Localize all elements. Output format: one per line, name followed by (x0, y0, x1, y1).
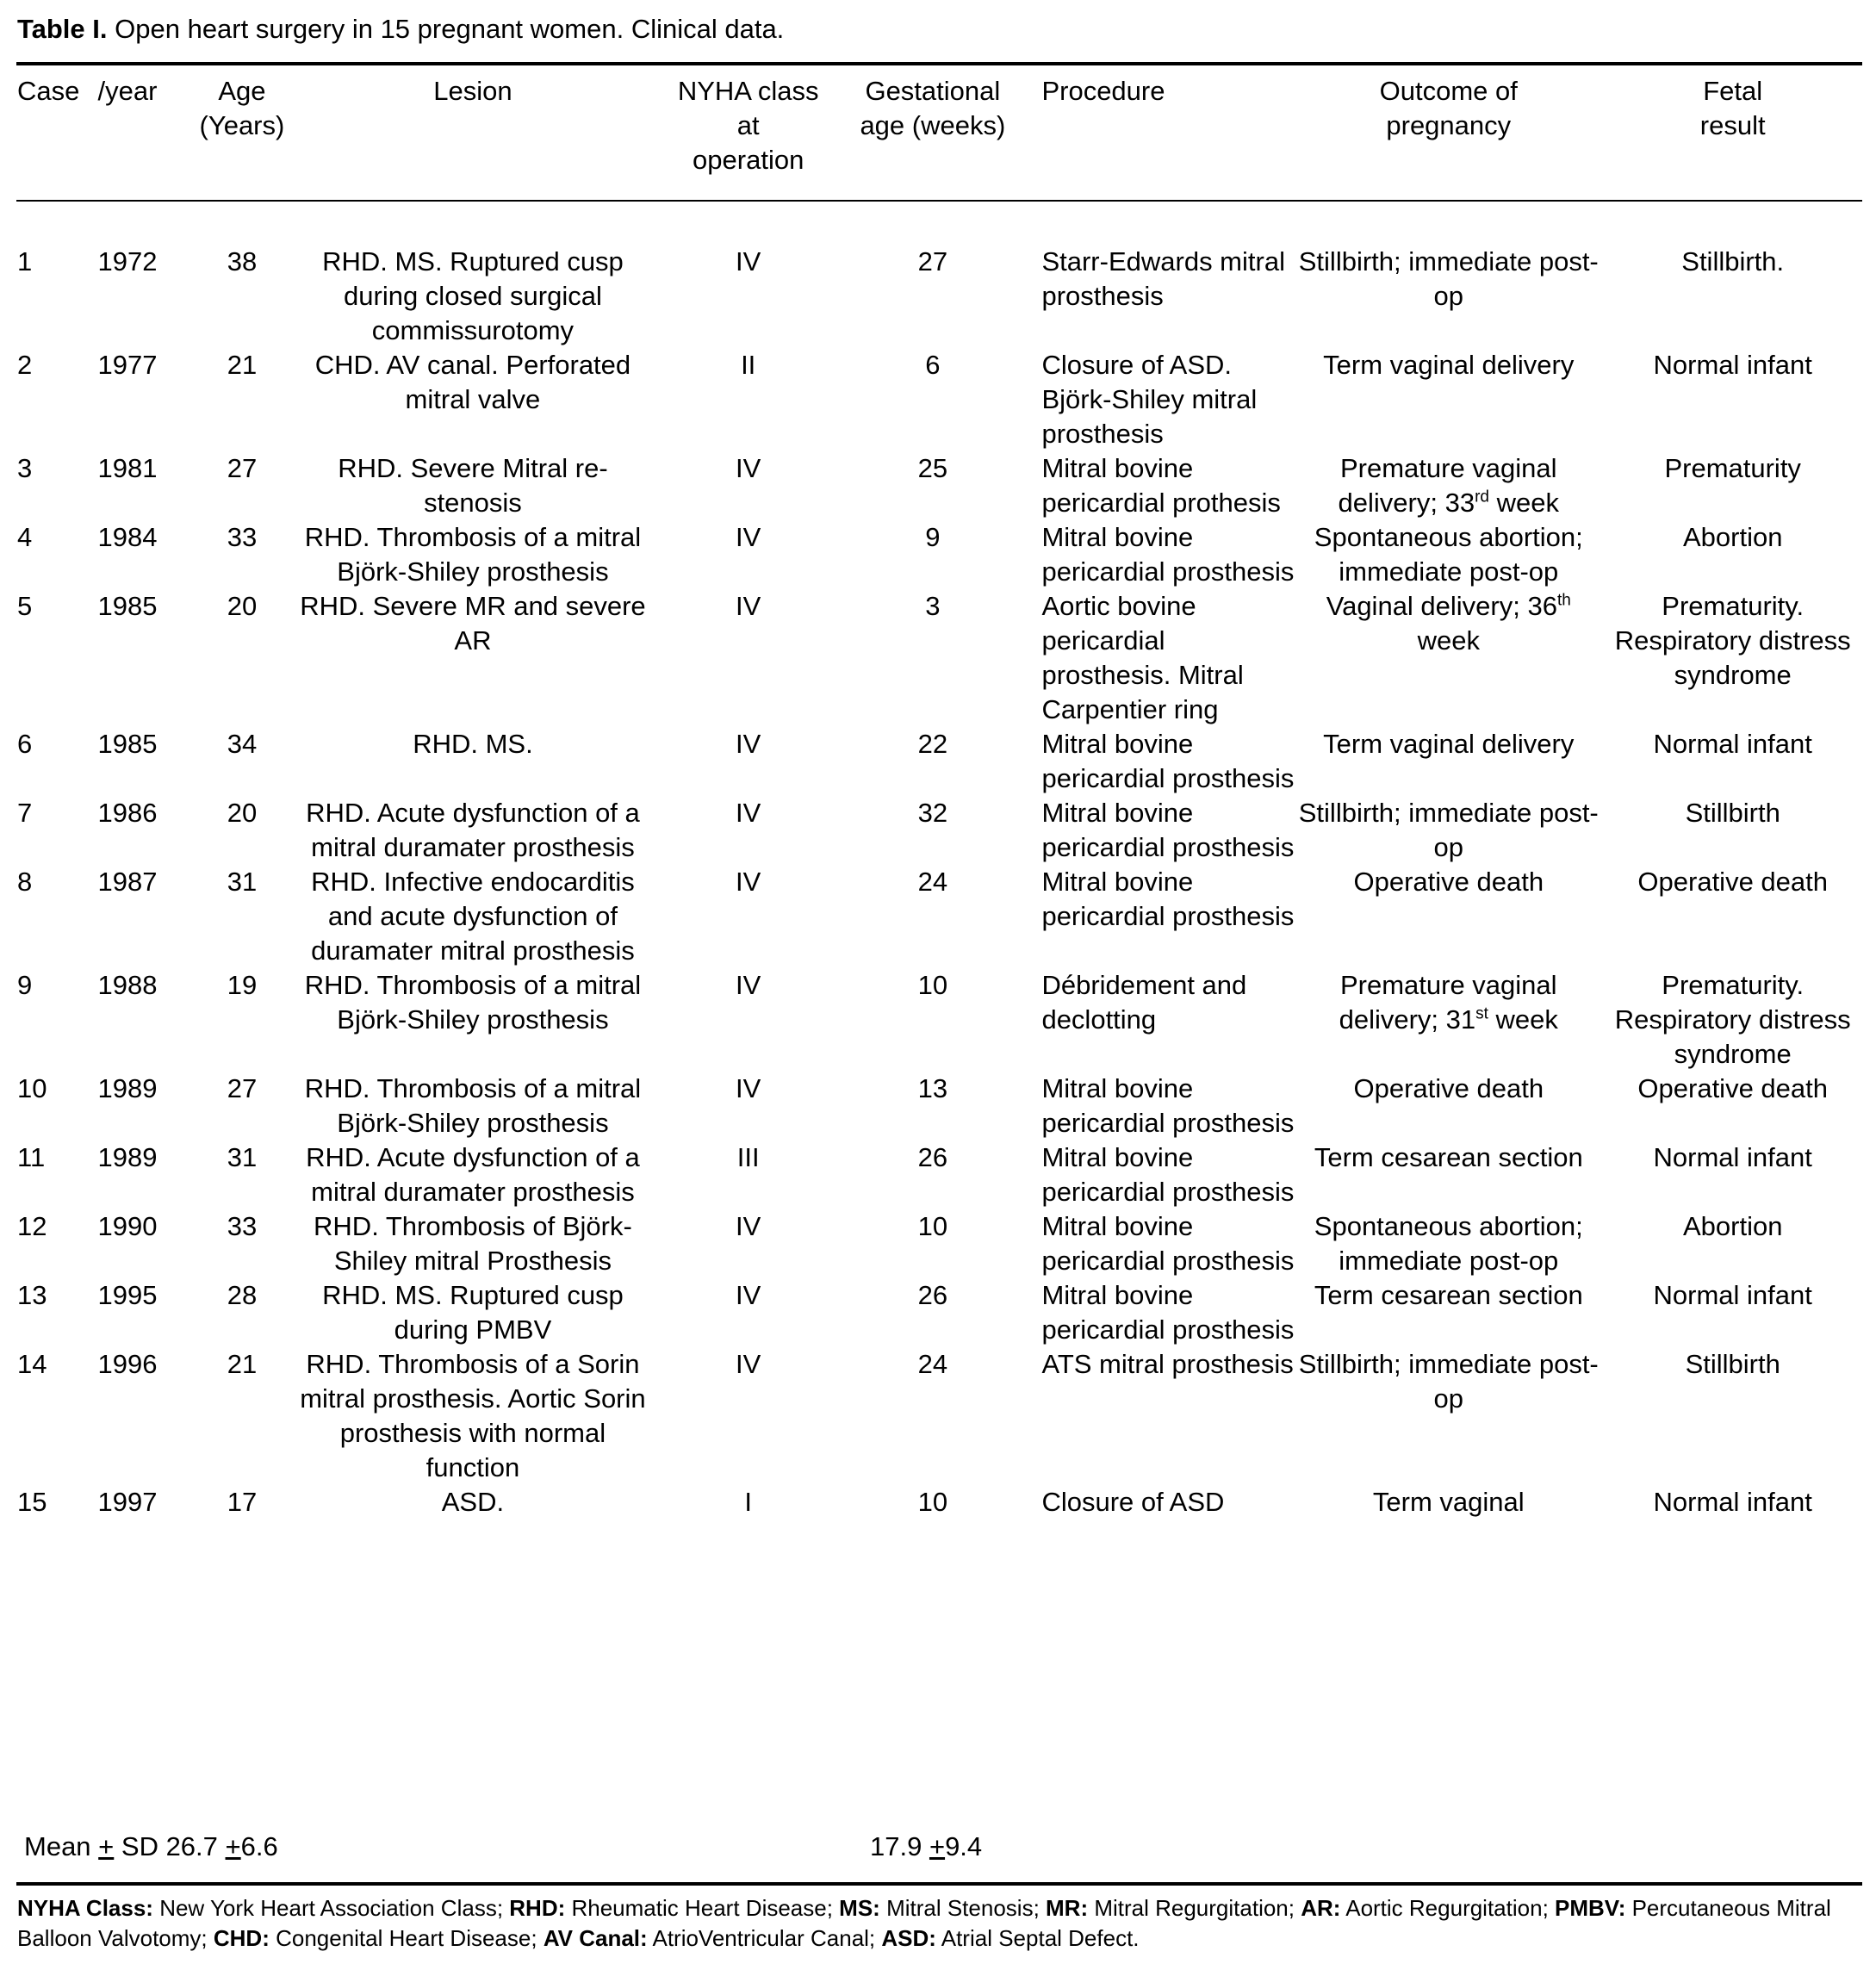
table-row (12, 796, 1864, 865)
cell-nyha: IV (736, 1211, 761, 1241)
abbreviation: RHD: (509, 1895, 566, 1921)
cell-nyha: IV (736, 1073, 761, 1103)
cell-year: 1986 (97, 798, 158, 828)
cell-nyha: IV (736, 591, 761, 621)
cell-age: 27 (227, 453, 258, 483)
cell-age: 28 (227, 1280, 258, 1310)
table-row (12, 865, 1864, 968)
cell-fetal-result: Stillbirth. (1681, 246, 1785, 277)
cell-age: 21 (227, 1349, 258, 1379)
cell-lesion: RHD. Thrombosis of a mitral Björk-Shiley prosthesis (304, 970, 642, 1035)
cell-procedure: Mitral bovine pericardial prosthesis (1041, 867, 1295, 931)
cell-outcome: Term cesarean section (1314, 1142, 1583, 1172)
cell-gestational-age: 26 (917, 1142, 948, 1172)
header-gestational-age: Gestational age (weeks) (860, 76, 1006, 140)
table-row (12, 589, 1864, 727)
table-row (12, 727, 1864, 796)
cell-lesion: RHD. Acute dysfunction of a mitral duramater prosthesis (306, 798, 640, 862)
cell-gestational-age: 26 (917, 1280, 948, 1310)
abbreviation-definition: Aortic Regurgitation; (1340, 1895, 1556, 1921)
abbreviation: MR: (1046, 1895, 1089, 1921)
cell-case: 3 (17, 453, 33, 483)
cell-year: 1972 (97, 246, 158, 277)
cell-gestational-age: 10 (917, 1211, 948, 1241)
header-year: /year (97, 76, 158, 106)
cell-case: 7 (17, 798, 33, 828)
cell-procedure: Closure of ASD. Björk-Shiley mitral prosthesis (1041, 350, 1258, 449)
table-title-text: Open heart surgery in 15 pregnant women. Clinical data. (107, 14, 785, 44)
cell-year: 1987 (97, 867, 158, 897)
cell-age: 38 (227, 246, 258, 277)
cell-fetal-result: Abortion (1682, 1211, 1783, 1241)
cell-lesion: ASD. (441, 1487, 505, 1517)
header-procedure: Procedure (1041, 76, 1165, 106)
cell-gestational-age: 9 (925, 522, 941, 552)
cell-procedure: Mitral bovine pericardial prothesis (1041, 453, 1281, 518)
cell-age: 31 (227, 867, 258, 897)
cell-case: 12 (17, 1211, 47, 1241)
bottom-rule (16, 1882, 1862, 1886)
cell-outcome: Spontaneous abortion; immediate post-op (1314, 1211, 1583, 1276)
cell-outcome: Term vaginal delivery (1323, 729, 1575, 759)
cell-nyha: II (741, 350, 756, 380)
table-caption (17, 12, 784, 47)
abbreviation: CHD: (213, 1925, 270, 1951)
abbreviation-definition: Rheumatic Heart Disease; (565, 1895, 840, 1921)
cell-procedure: Mitral bovine pericardial prosthesis (1041, 1211, 1295, 1276)
table-row (12, 1278, 1864, 1347)
abbreviation-definition: Mitral Regurgitation; (1088, 1895, 1301, 1921)
cell-case: 5 (17, 591, 33, 621)
abbreviation-definition: New York Heart Association Class; (152, 1895, 510, 1921)
abbreviation-definition: Percutaneous Mitral Balloon Valvotomy; (17, 1895, 1831, 1951)
cell-gestational-age: 3 (925, 591, 941, 621)
cell-nyha: I (744, 1487, 752, 1517)
cell-procedure: Mitral bovine pericardial prosthesis (1041, 1073, 1295, 1138)
cell-gestational-age: 25 (917, 453, 948, 483)
clinical-data-table (12, 74, 1864, 1519)
cell-nyha: III (736, 1142, 760, 1172)
cell-outcome: Vaginal delivery; 36th week (1326, 591, 1571, 656)
abbreviations-footnote (17, 1893, 1869, 1954)
table-row (12, 200, 1864, 348)
cell-lesion: RHD. MS. (413, 729, 533, 759)
cell-outcome: Spontaneous abortion; immediate post-op (1314, 522, 1583, 587)
cell-case: 2 (17, 350, 33, 380)
header-row (12, 74, 1864, 200)
cell-outcome: Premature vaginal delivery; 31st week (1339, 970, 1558, 1035)
cell-fetal-result: Prematurity (1664, 453, 1801, 483)
table-row (12, 451, 1864, 520)
abbreviation: NYHA Class: (17, 1895, 153, 1921)
table-row (12, 1209, 1864, 1278)
table-row (12, 1347, 1864, 1485)
cell-fetal-result: Normal infant (1653, 729, 1812, 759)
cell-year: 1990 (97, 1211, 158, 1241)
cell-year: 1989 (97, 1073, 158, 1103)
cell-fetal-result: Stillbirth (1685, 1349, 1780, 1379)
cell-age: 33 (227, 522, 258, 552)
cell-nyha: IV (736, 1349, 761, 1379)
cell-year: 1995 (97, 1280, 158, 1310)
abbreviation: AV Canal: (543, 1925, 648, 1951)
cell-nyha: IV (736, 522, 761, 552)
cell-nyha: IV (736, 798, 761, 828)
cell-case: 4 (17, 522, 33, 552)
cell-gestational-age: 10 (917, 1487, 948, 1517)
cell-case: 9 (17, 970, 33, 1000)
cell-age: 34 (227, 729, 258, 759)
abbreviation: MS: (839, 1895, 880, 1921)
cell-age: 20 (227, 591, 258, 621)
table-body (12, 200, 1864, 1519)
cell-age: 21 (227, 350, 258, 380)
cell-case: 6 (17, 729, 33, 759)
cell-outcome: Stillbirth; immediate post-op (1298, 798, 1599, 862)
cell-nyha: IV (736, 970, 761, 1000)
table-row (12, 1140, 1864, 1209)
table-label: Table I. (17, 14, 108, 44)
gestational-mean-sd: 17.9 +9.4 (870, 1831, 983, 1861)
cell-age: 31 (227, 1142, 258, 1172)
cell-nyha: IV (736, 246, 761, 277)
abbreviation: PMBV: (1555, 1895, 1626, 1921)
cell-fetal-result: Normal infant (1653, 1142, 1812, 1172)
cell-year: 1977 (97, 350, 158, 380)
cell-case: 14 (17, 1349, 47, 1379)
cell-case: 1 (17, 246, 33, 277)
cell-age: 17 (227, 1487, 258, 1517)
table-row (12, 968, 1864, 1072)
header-case: Case (17, 76, 80, 106)
header-fetal-result: Fetal result (1699, 76, 1766, 140)
top-rule (16, 62, 1862, 65)
cell-procedure: Closure of ASD (1041, 1487, 1225, 1517)
cell-gestational-age: 10 (917, 970, 948, 1000)
abbreviation-definition: AtrioVentricular Canal; (647, 1925, 882, 1951)
cell-outcome: Term cesarean section (1314, 1280, 1583, 1310)
cell-procedure: Mitral bovine pericardial prosthesis (1041, 1142, 1295, 1207)
cell-case: 8 (17, 867, 33, 897)
cell-lesion: CHD. AV canal. Perforated mitral valve (314, 350, 631, 414)
cell-procedure: Mitral bovine pericardial prosthesis (1041, 729, 1295, 793)
header-nyha: NYHA class at operation (677, 76, 819, 175)
table-row (12, 1485, 1864, 1519)
cell-lesion: RHD. Thrombosis of a Sorin mitral prosthesis. Aortic Sorin prosthesis with normal function (300, 1349, 646, 1482)
cell-fetal-result: Abortion (1682, 522, 1783, 552)
cell-gestational-age: 32 (917, 798, 948, 828)
abbreviation: AR: (1301, 1895, 1341, 1921)
cell-nyha: IV (736, 729, 761, 759)
cell-age: 27 (227, 1073, 258, 1103)
cell-gestational-age: 22 (917, 729, 948, 759)
cell-gestational-age: 13 (917, 1073, 948, 1103)
cell-age: 19 (227, 970, 258, 1000)
cell-year: 1985 (97, 591, 158, 621)
cell-lesion: RHD. Severe MR and severe AR (300, 591, 646, 656)
cell-fetal-result: Prematurity. Respiratory distress syndrome (1614, 591, 1851, 690)
cell-gestational-age: 24 (917, 1349, 948, 1379)
cell-nyha: IV (736, 453, 761, 483)
cell-nyha: IV (736, 1280, 761, 1310)
cell-procedure: Mitral bovine pericardial prosthesis (1041, 1280, 1295, 1345)
cell-lesion: RHD. Acute dysfunction of a mitral duramater prosthesis (306, 1142, 640, 1207)
cell-fetal-result: Operative death (1637, 1073, 1828, 1103)
age-mean-sd: Mean + SD 26.7 +6.6 (24, 1831, 278, 1861)
cell-outcome: Operative death (1353, 1073, 1544, 1103)
cell-gestational-age: 24 (917, 867, 948, 897)
cell-lesion: RHD. Thrombosis of Björk- Shiley mitral Prosthesis (314, 1211, 632, 1276)
cell-procedure: Débridement and declotting (1041, 970, 1247, 1035)
cell-year: 1981 (97, 453, 158, 483)
cell-lesion: RHD. Thrombosis of a mitral Björk-Shiley prosthesis (304, 1073, 642, 1138)
table-row (12, 348, 1864, 451)
cell-procedure: Aortic bovine pericardial prosthesis. Mitral Carpentier ring (1041, 591, 1244, 724)
abbreviation-definition: Congenital Heart Disease; (269, 1925, 544, 1951)
cell-fetal-result: Normal infant (1653, 1487, 1812, 1517)
cell-outcome: Stillbirth; immediate post-op (1298, 1349, 1599, 1414)
header-lesion: Lesion (433, 76, 512, 106)
cell-case: 11 (17, 1142, 46, 1172)
cell-year: 1989 (97, 1142, 158, 1172)
cell-procedure: Mitral bovine pericardial prosthesis (1041, 798, 1295, 862)
cell-lesion: RHD. Infective endocarditis and acute dysfunction of duramater mitral prosthesis (311, 867, 635, 966)
cell-case: 13 (17, 1280, 47, 1310)
cell-outcome: Premature vaginal delivery; 33rd week (1338, 453, 1559, 518)
cell-nyha: IV (736, 867, 761, 897)
cell-outcome: Stillbirth; immediate post-op (1298, 246, 1599, 311)
cell-year: 1996 (97, 1349, 158, 1379)
cell-fetal-result: Prematurity. Respiratory distress syndrome (1614, 970, 1851, 1069)
header-outcome: Outcome of pregnancy (1379, 76, 1518, 140)
cell-fetal-result: Operative death (1637, 867, 1828, 897)
cell-outcome: Term vaginal (1372, 1487, 1525, 1517)
cell-fetal-result: Stillbirth (1685, 798, 1780, 828)
cell-gestational-age: 6 (925, 350, 941, 380)
cell-procedure: Mitral bovine pericardial prosthesis (1041, 522, 1295, 587)
abbreviation-definition: Mitral Stenosis; (879, 1895, 1047, 1921)
abbreviation: ASD: (881, 1925, 936, 1951)
cell-lesion: RHD. Severe Mitral re-stenosis (338, 453, 608, 518)
cell-fetal-result: Normal infant (1653, 350, 1812, 380)
cell-case: 10 (17, 1073, 47, 1103)
cell-year: 1985 (97, 729, 158, 759)
cell-procedure: Starr-Edwards mitral prosthesis (1041, 246, 1285, 311)
table-row (12, 520, 1864, 589)
cell-outcome: Term vaginal delivery (1323, 350, 1575, 380)
abbreviation-definition: Atrial Septal Defect. (935, 1925, 1140, 1951)
cell-outcome: Operative death (1353, 867, 1544, 897)
cell-year: 1988 (97, 970, 158, 1000)
table-row (12, 1072, 1864, 1140)
cell-procedure: ATS mitral prosthesis (1041, 1349, 1294, 1379)
cell-lesion: RHD. Thrombosis of a mitral Björk-Shiley prosthesis (304, 522, 642, 587)
cell-gestational-age: 27 (917, 246, 948, 277)
cell-year: 1984 (97, 522, 158, 552)
cell-fetal-result: Normal infant (1653, 1280, 1812, 1310)
cell-lesion: RHD. MS. Ruptured cusp during PMBV (322, 1280, 624, 1345)
cell-year: 1997 (97, 1487, 158, 1517)
header-age: Age (Years) (199, 76, 285, 140)
cell-lesion: RHD. MS. Ruptured cusp during closed surgical commissurotomy (322, 246, 624, 345)
cell-case: 15 (17, 1487, 47, 1517)
cell-age: 20 (227, 798, 258, 828)
cell-age: 33 (227, 1211, 258, 1241)
